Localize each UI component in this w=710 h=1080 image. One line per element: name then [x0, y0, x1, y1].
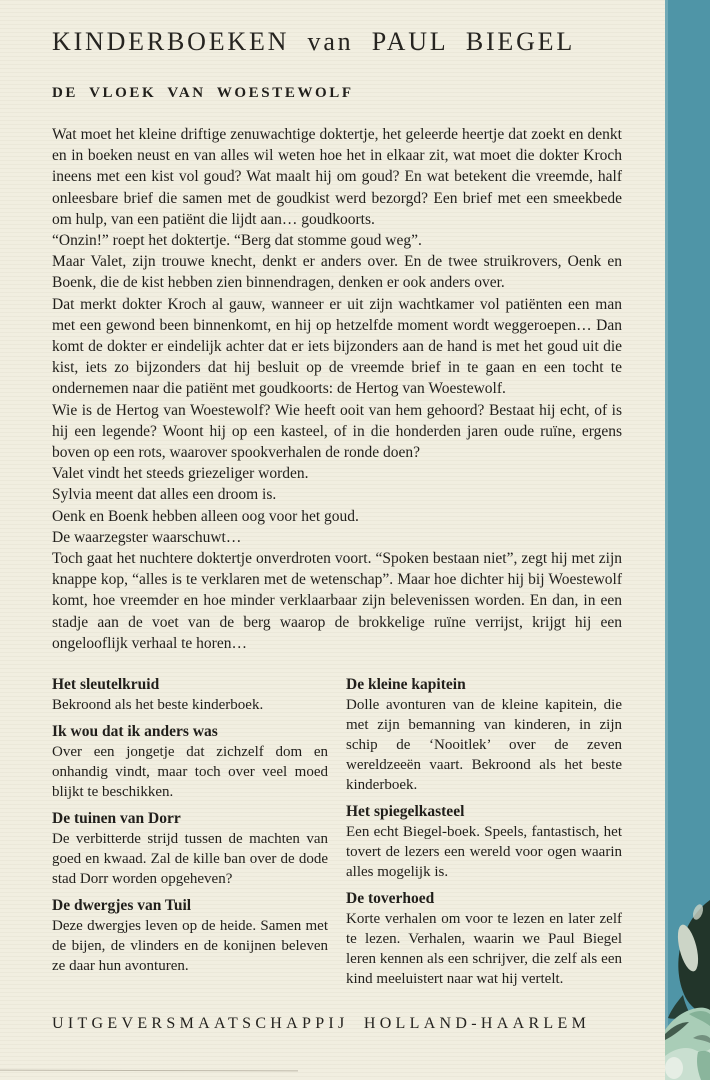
book-entry-description: Korte verhalen om voor te lezen en later zelf te lezen. Verhalen, waarin we Paul Biegel leren kennen als een schrijver, die zelf als een kind meeluistert naar wat hij vertelt.: [346, 911, 622, 988]
cover-spine-stripe: [665, 0, 710, 1080]
book-entry-description: Bekroond als het beste kinderboek.: [52, 697, 264, 714]
book-title: DE VLOEK VAN WOESTEWOLF: [52, 85, 354, 101]
blurb-paragraph: Toch gaat het nuchtere doktertje onverdroten voort. “Spoken bestaan niet”, zegt hij met zijn knappe kop, “alles is te verklaren met de wetenschap”. Maar hoe dichter hij bij Woestewolf komt, hoe vreemder en hoe minder verklaarbaar zijn belevenissen worden. En dan, in een stadje aan de voet van de berg waarop de brokkelige ruïne verrijst, krijgt hij een ongelooflijk verhaal te horen…: [52, 550, 622, 652]
book-entry: [52, 809, 328, 889]
book-entry-description: Over een jongetje dat zichzelf dom en onhandig vindt, maar toch over veel moed blijkt te beschikken.: [52, 744, 328, 801]
cover-artwork: [665, 0, 710, 1080]
book-entry-title: De dwergjes van Tuil: [52, 897, 192, 915]
book-entry: [52, 675, 328, 715]
page-title: KINDERBOEKEN van PAUL BIEGEL: [52, 27, 576, 56]
book-entry: [52, 896, 328, 976]
book-list-right-column: [346, 675, 622, 996]
book-entry-description: Deze dwergjes leven op de heide. Samen met de bijen, de vlinders en de konijnen beleven ze daar hun avonturen.: [52, 918, 328, 975]
book-entry-title: De toverhoed: [346, 890, 435, 908]
blurb-paragraph: Maar Valet, zijn trouwe knecht, denkt er anders over. En de twee struikrovers, Oenk en Boenk, die de kist hebben zien binnendragen, denken er ook anders over.: [52, 253, 622, 292]
stripe-light-edge: [665, 0, 668, 1080]
book-entry-title: Ik wou dat ik anders was: [52, 723, 218, 741]
book-entry-description: Een echt Biegel-boek. Speels, fantastisch, het tovert de lezers een wereld voor ogen waarin alles mogelijk is.: [346, 824, 622, 881]
publisher-line: UITGEVERSMAATSCHAPPIJ HOLLAND-HAARLEM: [52, 1015, 591, 1032]
blurb-paragraph: Wat moet het kleine driftige zenuwachtige doktertje, het geleerde heertje dat zoekt en denkt en in boeken neust en van alles wil weten hoe het in elkaar zit, wat moet die dokter Kroch ineens met een kist vol goud? Wat maalt hij om goud? En wat betekent die vreemde, half onleesbare brief die samen met de goudkist werd bezorgd? Een brief met een smeekbede om hulp, van een patiënt die lijdt aan… goudkoorts.: [52, 126, 622, 228]
book-entry: [346, 675, 622, 795]
blurb: [52, 124, 622, 654]
book-entry-description: Dolle avonturen van de kleine kapitein, die met zijn bemanning van kinderen, in zijn schip de ‘Nooitlek’ over de zeven wereldzeeën vaart. Bekroond als het beste kinderboek.: [346, 697, 622, 794]
blurb-paragraph: Oenk en Boenk hebben alleen oog voor het goud.: [52, 507, 359, 525]
book-entry-description: De verbitterde strijd tussen de machten van goed en kwaad. Zal de kille ban over de dode stad Dorr worden opgeheven?: [52, 831, 328, 888]
book-entry-title: Het spiegelkasteel: [346, 803, 465, 821]
book-entry: [346, 889, 622, 989]
book-list: [52, 675, 622, 996]
book-entry-title: De kleine kapitein: [346, 676, 466, 694]
artwork-white-patch: [665, 1057, 683, 1079]
blurb-paragraph: “Onzin!” roept het doktertje. “Berg dat stomme goud weg”.: [52, 232, 422, 250]
book-entry-title: Het sleutelkruid: [52, 676, 160, 694]
blurb-paragraph: Sylvia meent dat alles een droom is.: [52, 486, 277, 504]
book-entry-title: De tuinen van Dorr: [52, 810, 181, 828]
blurb-paragraph: Dat merkt dokter Kroch al gauw, wanneer er uit zijn wachtkamer vol patiënten een man met een gewond been binnenkomt, en hij op hetzelfde moment wordt weggeroepen… Dan komt de dokter er eindelijk achter dat er iets bijzonders aan de hand is met het goud uit die kist, iets zo bijzonders dat hij besluit op de vreemde brief in te gaan en een tocht te ondernemen naar die patiënt met goudkoorts: de Hertog van Woestewolf.: [52, 295, 622, 398]
blurb-paragraph: De waarzegster waarschuwt…: [52, 528, 242, 546]
book-entry: [52, 722, 328, 802]
blurb-paragraph: Valet vindt het steeds griezeliger worden.: [52, 465, 309, 483]
book-list-left-column: [52, 675, 328, 996]
book-entry: [346, 802, 622, 882]
blurb-paragraph: Wie is de Hertog van Woestewolf? Wie heeft ooit van hem gehoord? Bestaat hij echt, of is hij een legende? Woont hij op een kasteel, of in die honderden jaren oude ruïne, ergens boven op een rots, waarover spookverhalen de ronde doen?: [52, 401, 622, 462]
